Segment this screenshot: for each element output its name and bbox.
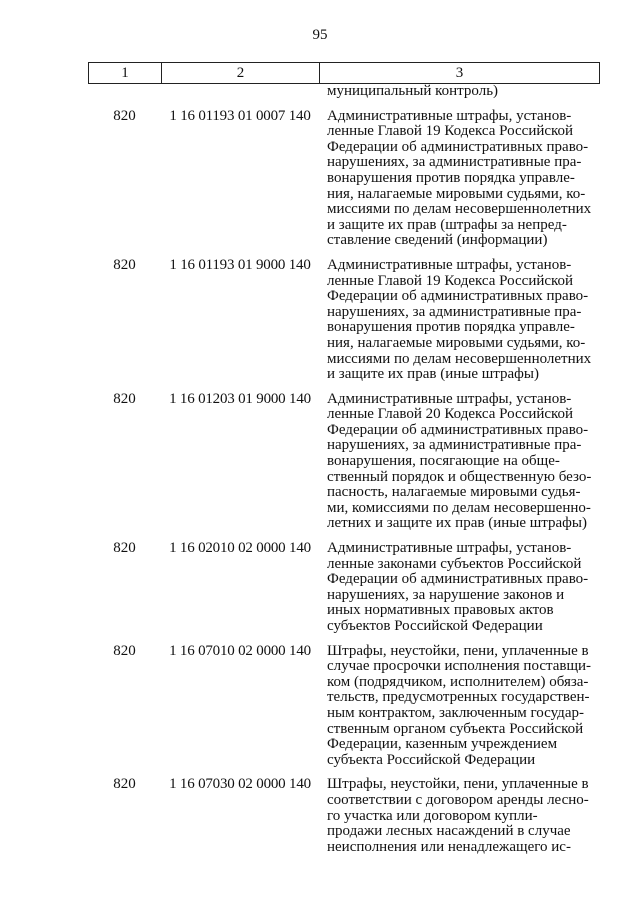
table-row [88, 392, 600, 532]
description-line: нарушениях, за административные пра- [327, 154, 582, 171]
table-body [88, 84, 600, 855]
description-line: Штрафы, неустойки, пени, уплаченные в [327, 642, 589, 659]
description-line: летних и защите их прав (иные штрафы) [327, 515, 587, 532]
admin-code-cell: 820 [113, 390, 136, 407]
table-row [88, 541, 600, 635]
description-line: вонарушения против порядка управле- [327, 169, 575, 186]
description-line: Административные штрафы, установ- [327, 390, 572, 407]
page-number: 95 [312, 27, 328, 43]
description-line: Административные штрафы, установ- [327, 256, 572, 273]
description-line: соответствии с договором аренды лесно- [327, 791, 589, 808]
description-line: Федерации, казенным учреждением [327, 736, 558, 753]
continuation-text: муниципальный контроль) [327, 83, 499, 99]
budget-code-cell: 1 16 07030 02 0000 140 [169, 776, 311, 793]
description-line: ственным органом субъекта Российской [327, 720, 584, 737]
description-line: ным контрактом, заключенным государ- [327, 704, 584, 721]
continuation-row [88, 84, 600, 100]
description-line: субъектов Российской Федерации [327, 618, 543, 634]
admin-code-cell: 820 [113, 540, 136, 557]
description-line: го участка или договором купли- [327, 807, 538, 824]
admin-code-cell: 820 [113, 107, 136, 124]
admin-code-cell: 820 [113, 642, 136, 659]
description-cell [319, 258, 600, 383]
description-line: продажи лесных насаждений в случае [327, 823, 571, 840]
table-row [88, 258, 600, 383]
table-row [88, 777, 600, 855]
description-line: ленные законами субъектов Российской [327, 555, 582, 572]
description-line: Административные штрафы, установ- [327, 107, 572, 124]
admin-code-cell: 820 [113, 776, 136, 793]
description-line: тельств, предусмотренных государствен- [327, 689, 590, 706]
description-line: неисполнения или ненадлежащего ис- [327, 838, 571, 855]
budget-code-cell: 1 16 01203 01 9000 140 [169, 390, 311, 407]
description-line: иных нормативных правовых актов [327, 602, 554, 619]
budget-code-cell: 1 16 01193 01 0007 140 [169, 107, 311, 124]
description-line: Федерации об административных право- [327, 288, 589, 305]
description-line: ком (подрядчиком, исполнителем) обяза- [327, 673, 589, 690]
description-line: ставление сведений (информации) [327, 232, 548, 249]
description-line: ния, налагаемые мировыми судьями, ко- [327, 334, 586, 351]
budget-code-cell: 1 16 01193 01 9000 140 [169, 256, 311, 273]
description-line: ленные Главой 19 Кодекса Российской [327, 272, 574, 289]
table-row [88, 109, 600, 249]
admin-code-cell: 820 [113, 256, 136, 273]
budget-code-cell: 1 16 02010 02 0000 140 [169, 540, 311, 557]
description-line: миссиями по делам несовершеннолетних [327, 201, 592, 218]
description-line: ственный порядок и общественную безо- [327, 468, 592, 485]
description-line: пасность, налагаемые мировыми судья- [327, 484, 581, 501]
description-line: миссиями по делам несовершеннолетних [327, 350, 592, 367]
description-line: ленные Главой 20 Кодекса Российской [327, 406, 574, 423]
description-line: субъекта Российской Федерации [327, 751, 536, 768]
description-cell [319, 644, 600, 769]
table-row [88, 644, 600, 769]
description-line: Административные штрафы, установ- [327, 540, 572, 557]
description-line: Федерации об административных право- [327, 138, 589, 155]
description-line: нарушениях, за административные пра- [327, 437, 582, 454]
description-cell [319, 392, 600, 532]
description-cell [319, 109, 600, 249]
description-line: и защите их прав (штрафы за непред- [327, 216, 567, 233]
header-col-1: 1 [89, 63, 162, 83]
description-line: ния, налагаемые мировыми судьями, ко- [327, 185, 586, 202]
description-cell [319, 777, 600, 855]
description-line: Федерации об административных право- [327, 421, 589, 438]
description-line: ми, комиссиями по делам несовершенно- [327, 499, 591, 516]
description-line: нарушениях, за административные пра- [327, 303, 582, 320]
table-header [88, 62, 600, 84]
description-line: вонарушения, посягающие на обще- [327, 453, 560, 470]
description-cell [319, 541, 600, 635]
description-line: Федерации об административных право- [327, 571, 589, 588]
budget-code-cell: 1 16 07010 02 0000 140 [169, 642, 311, 659]
description-line: вонарушения против порядка управле- [327, 319, 575, 336]
header-col-2: 2 [162, 63, 320, 83]
description-line: нарушениях, за нарушение законов и [327, 586, 565, 603]
description-line: случае просрочки исполнения поставщи- [327, 658, 592, 675]
description-line: и защите их прав (иные штрафы) [327, 366, 539, 383]
description-line: Штрафы, неустойки, пени, уплаченные в [327, 776, 589, 793]
header-col-3: 3 [455, 64, 464, 81]
description-line: ленные Главой 19 Кодекса Российской [327, 123, 574, 140]
